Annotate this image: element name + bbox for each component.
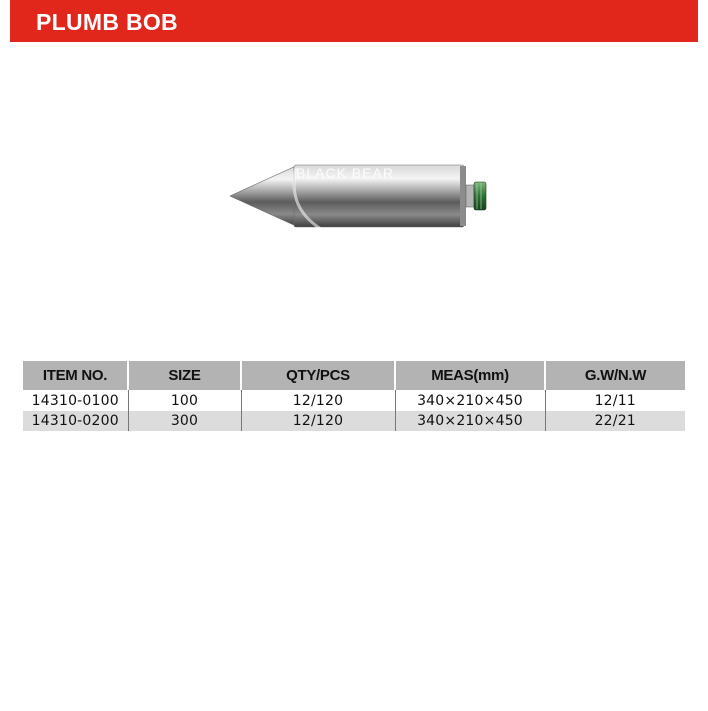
product-logo-text: BLACK BEAR (296, 165, 394, 181)
col-header-size: SIZE (128, 361, 241, 390)
table-header-row (23, 361, 685, 390)
cell-size: 300 (128, 411, 241, 431)
col-header-qty-pcs: QTY/PCS (241, 361, 395, 390)
cell-item-no: 14310-0100 (23, 390, 128, 411)
page-title: PLUMB BOB (36, 9, 178, 35)
cell-gw-nw: 12/11 (545, 390, 685, 411)
cell-size: 100 (128, 390, 241, 411)
col-header-meas: MEAS(mm) (395, 361, 545, 390)
cell-qty-pcs: 12/120 (241, 390, 395, 411)
spec-table (23, 361, 685, 431)
cell-meas: 340×210×450 (395, 390, 545, 411)
col-header-item-no: ITEM NO. (23, 361, 128, 390)
table-row (23, 390, 685, 411)
cell-gw-nw: 22/21 (545, 411, 685, 431)
cell-meas: 340×210×450 (395, 411, 545, 431)
col-header-gw-nw: G.W/N.W (545, 361, 685, 390)
cell-item-no: 14310-0200 (23, 411, 128, 431)
cell-qty-pcs: 12/120 (241, 411, 395, 431)
table-row (23, 411, 685, 431)
product-image (226, 160, 492, 234)
page-header (10, 0, 698, 42)
